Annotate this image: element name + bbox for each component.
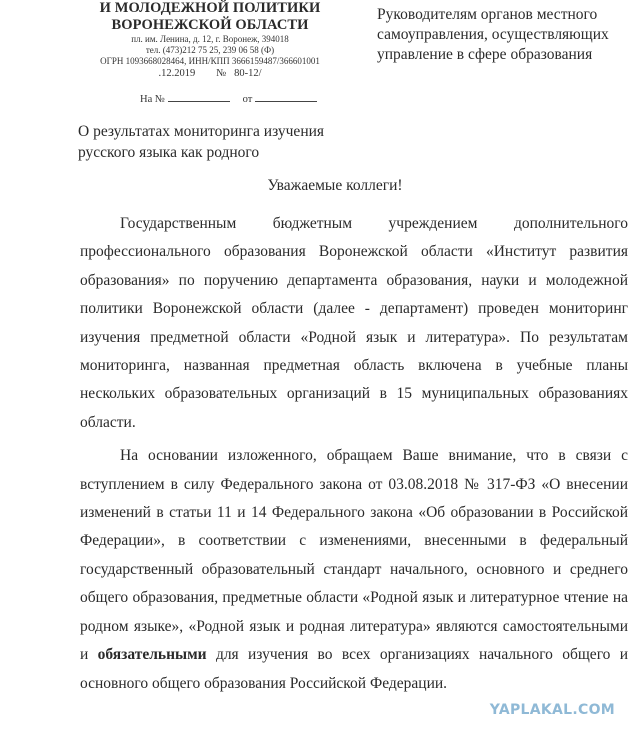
subject-line-2: русского языка как родного bbox=[78, 144, 260, 161]
body-paragraph-1: Государственным бюджетным учреждением дополнительного профессионального образования Воронежской области «Институт развития образования» по поручению департамента образования, науки и молодежной политики Воронежской области (далее - департамент) проведен мониторинг изучения предметной области «Родной язык и литература». По результатам мониторинга, названная предметная область включена в учебные планы нескольких образовательных организаций в 15 муниципальных образованиях области. bbox=[80, 215, 628, 431]
body-paragraph-2-end: для изучения во всех организациях начального общего и основного общего образования Российской Федерации. bbox=[80, 646, 629, 692]
salutation: Уважаемые коллеги! bbox=[267, 177, 403, 194]
letter-date: .12.2019 bbox=[158, 68, 196, 79]
letterhead bbox=[50, 0, 370, 80]
site-watermark: YAPLAKAL.COM bbox=[489, 702, 615, 718]
body-paragraph-2 bbox=[80, 442, 628, 698]
addressee-line-1: Руководителям органов местного bbox=[377, 6, 598, 23]
reference-date-blank bbox=[255, 100, 317, 102]
letter-date-number bbox=[50, 67, 370, 80]
org-phone: тел. (473)212 75 25, 239 06 58 (Ф) bbox=[145, 45, 275, 55]
addressee-line-2: самоуправления, осуществляющих bbox=[377, 26, 609, 43]
addressee-block bbox=[377, 5, 627, 65]
org-name-line-2: ВОРОНЕЖСКОЙ ОБЛАСТИ bbox=[111, 17, 309, 33]
letter-number-sign: № bbox=[216, 68, 227, 79]
subject-line-1: О результатах мониторинга изучения bbox=[78, 123, 325, 140]
addressee-line-3: управление в сфере образования bbox=[377, 46, 593, 63]
org-registration-codes: ОГРН 1093668028464, ИНН/КПП 3666159487/366601001 bbox=[100, 56, 320, 66]
reference-prefix: На № bbox=[140, 94, 165, 105]
letter-body bbox=[80, 210, 628, 698]
body-paragraph-2-text: На основании изложенного, обращаем Ваше внимание, что в связи с вступлением в силу Федерального закона от 03.08.2018 № 317-ФЗ «О внесении изменений в статьи 11 и 14 Федерального закона «Об образовании в Российской Федерации», в соответствии с изменениями, внесенными в федеральный государственный образовательный стандарт начального, основного и среднего общего образования, предметные области «Родной язык и литературное чтение на родном языке», «Родной язык и родная литература» являются самостоятельными и bbox=[80, 447, 628, 664]
reference-number-blank bbox=[168, 100, 230, 102]
letter-number: 80-12/ bbox=[234, 68, 262, 79]
org-name-line-1: И МОЛОДЕЖНОЙ ПОЛИТИКИ bbox=[99, 0, 321, 16]
org-address: пл. им. Ленина, д. 12, г. Воронеж, 394018 bbox=[131, 34, 289, 44]
reference-from: от bbox=[242, 94, 253, 105]
reference-line bbox=[140, 94, 317, 105]
letter-subject bbox=[78, 121, 398, 163]
body-paragraph-2-emphasis: обязательными bbox=[97, 646, 207, 664]
